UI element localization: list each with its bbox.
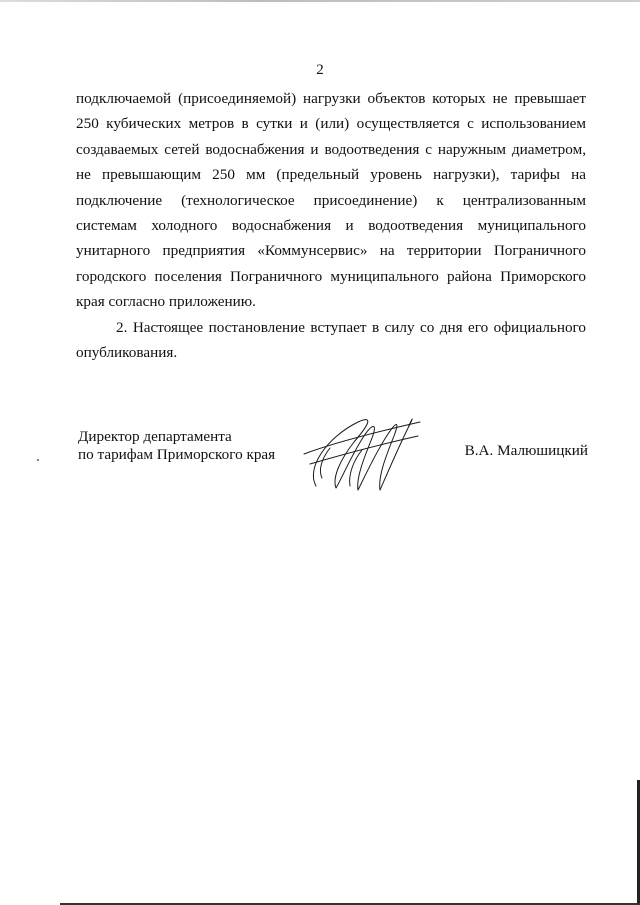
text-line: унитарного предприятия «Коммунсервис» на территории Пограничного [76, 242, 586, 260]
scan-edge-top [0, 0, 640, 2]
text-line: подключение (технологическое присоединение) к централизованным [76, 191, 586, 209]
text-line: городского поселения Пограничного муниципального района Приморского [76, 267, 586, 285]
text-line: подключаемой (присоединяемой) нагрузки объектов которых не превышает [76, 90, 586, 107]
text-line: не превышающим 250 мм (предельный уровень нагрузки), тарифы на [76, 166, 586, 184]
text-line: опубликования. [76, 343, 178, 361]
text-line: 250 кубических метров в сутки и (или) осуществляется с использованием [76, 115, 586, 133]
document-body [76, 86, 586, 365]
text-line: края согласно приложению. [76, 293, 256, 311]
paragraph-1 [76, 86, 586, 315]
page-number: 2 [316, 62, 324, 78]
text-line: 2. Настоящее постановление вступает в силу со дня его официального [116, 318, 586, 336]
handwritten-signature [296, 408, 426, 498]
scan-speck [37, 459, 39, 461]
signer-title [78, 428, 275, 464]
text-line: системам холодного водоснабжения и водоотведения муниципального [76, 216, 586, 234]
text-line: создаваемых сетей водоснабжения и водоотведения с наружным диаметром, [76, 140, 586, 158]
signer-title-line: по тарифам Приморского края [78, 446, 276, 463]
signer-name: В.А. Малюшицкий [464, 442, 588, 459]
paragraph-2 [76, 315, 586, 366]
signer-title-line: Директор департамента [78, 428, 232, 445]
signature-block [78, 428, 588, 498]
